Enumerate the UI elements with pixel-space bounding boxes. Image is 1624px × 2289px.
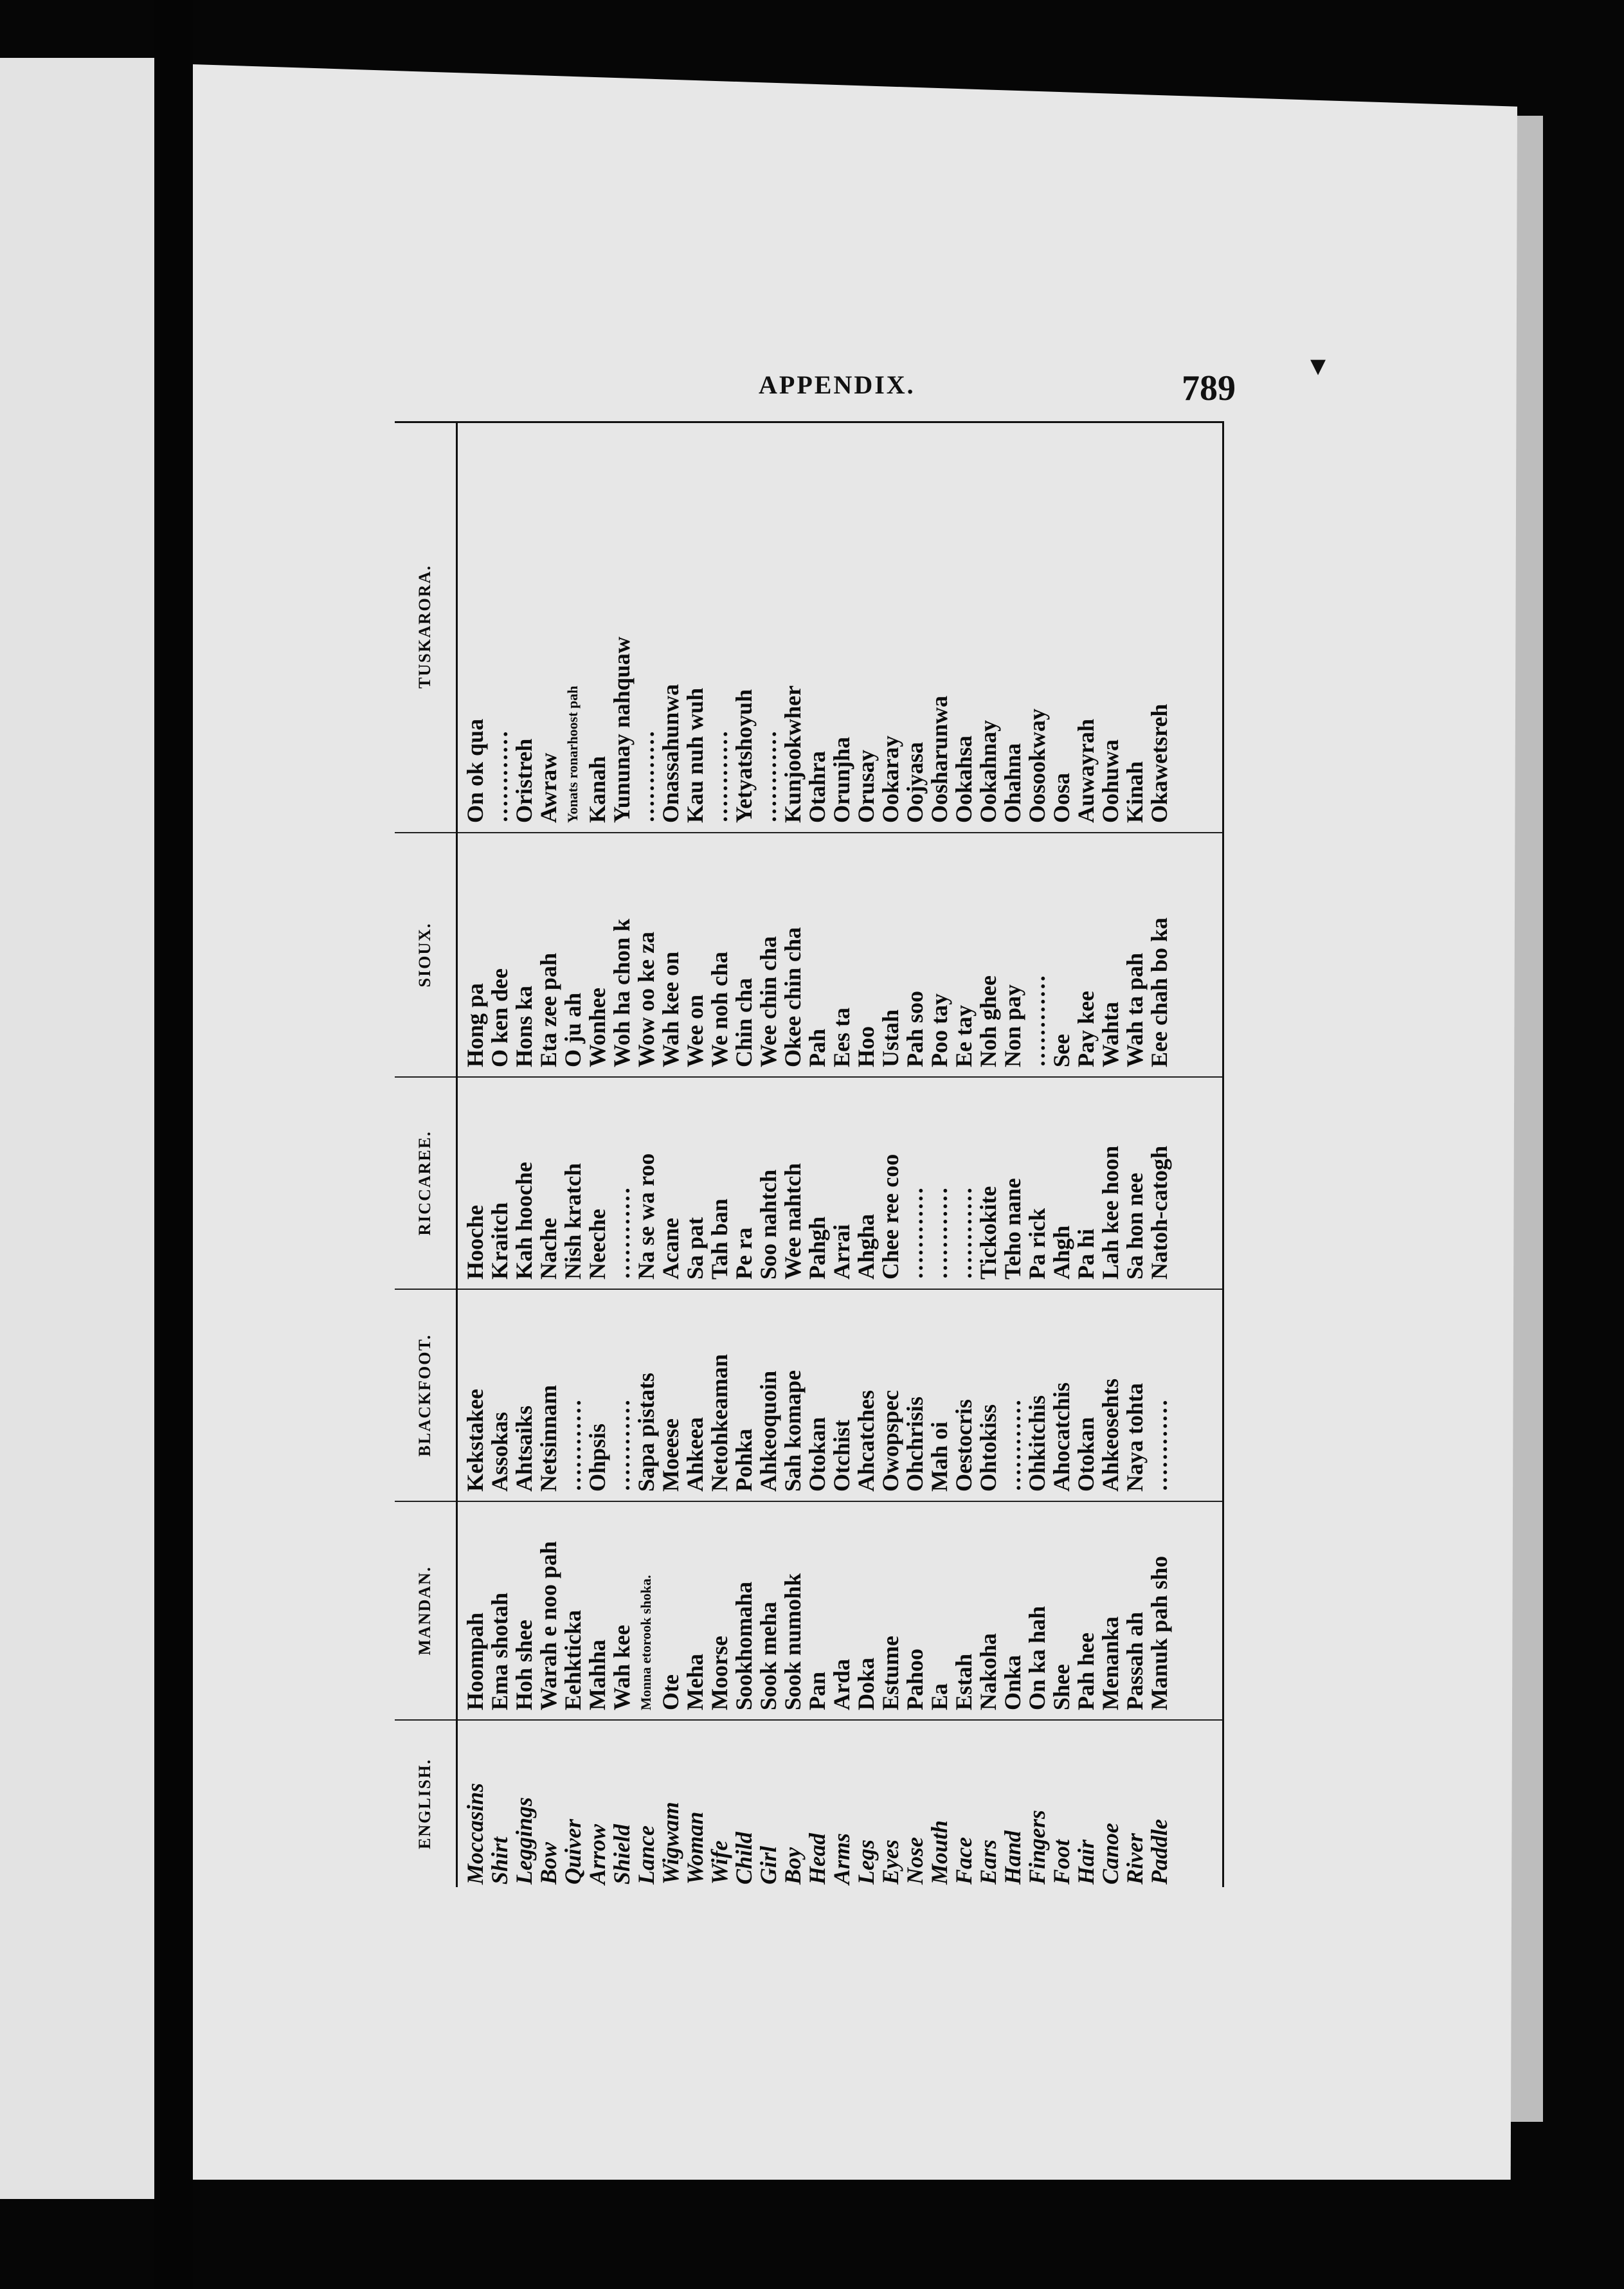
table-entry: ………… [901,1187,928,1280]
table-entry: Auwayrah [1072,718,1099,823]
table-entry: Sook meha [755,1601,781,1710]
table-entry: Ustah [877,1009,903,1067]
table-entry: Acane [657,1218,683,1280]
table-entry: Manuk pah sho [1146,1555,1172,1710]
table-entry: Arms [828,1832,854,1885]
table-entry: Mouth [926,1820,952,1885]
tuskarora-column-cell [456,421,1224,833]
table-entry: ………… [608,1187,635,1280]
table-entry: Moeese [657,1418,683,1492]
table-entry: Nakoha [975,1633,1001,1710]
table-entry: Wigwam [657,1802,683,1885]
sioux-column-cell [456,833,1224,1077]
column-header-english: ENGLISH. [395,1720,456,1887]
table-entry: Sook numohk [779,1573,806,1710]
table-entry: Girl [755,1845,781,1885]
table-entry: Menanka [1097,1616,1123,1710]
table-entry: Ees ta [828,1008,854,1067]
table-entry: Pa rick [1024,1208,1050,1280]
table-entry: Ookahnay [975,719,1001,823]
english-column-cell [456,1720,1224,1887]
table-entry: Pahoo [901,1648,928,1710]
table-entry: Teho nane [999,1178,1025,1280]
table-entry: Oohuwa [1097,739,1123,823]
table-entry: Pohka [730,1428,757,1492]
table-entry: Eyes [877,1840,903,1885]
table-entry: Meha [681,1654,708,1710]
table-entry: Onka [999,1654,1025,1710]
table-entry: ………… [755,730,781,823]
table-entry: Nache [535,1218,561,1280]
table-entry: Sookhomaha [730,1581,757,1710]
table-entry: Natoh-catogh [1146,1146,1172,1280]
table-entry: Kekstakee [462,1389,488,1492]
table-entry: Ahocatchis [1048,1382,1074,1492]
table-entry: O ju ah [559,992,586,1067]
table-entry: Estah [950,1653,977,1710]
table-entry: Wah kee on [657,951,683,1067]
table-entry: Woman [681,1811,708,1885]
table-entry: Arrow [584,1823,610,1885]
table-entry: Hoh shee [510,1619,537,1710]
table-entry: River [1121,1833,1148,1885]
table-entry: Tickokite [975,1186,1001,1280]
table-entry: Quiver [559,1819,586,1885]
table-entry: Naya tohta [1121,1383,1148,1492]
table-entry: Pah hee [1072,1633,1099,1710]
table-entry: Hoompah [462,1612,488,1710]
table-entry: Pa hi [1072,1228,1099,1280]
table-entry: Assokas [486,1411,512,1492]
column-header-tuskarora: TUSKARORA. [395,421,456,833]
left-page-edge [0,58,154,2199]
table-entry: Fingers [1024,1809,1050,1885]
running-header: APPENDIX. [759,370,916,399]
table-entry: Chee ree coo [877,1154,903,1280]
table-entry: Shee [1048,1664,1074,1710]
table-entry: Ahgh [1048,1225,1074,1280]
table-entry: Netsinnam [535,1384,561,1492]
table-entry: Yonats ronarhoost pah [564,685,581,823]
table-entry: Canoe [1097,1822,1123,1885]
table-entry: Tah ban [706,1199,732,1280]
table-entry: Pay kee [1072,991,1099,1067]
table-entry: Otahra [804,751,830,823]
table-entry: Soo nahtch [755,1169,781,1280]
table-entry: Eee chah bo ka [1146,917,1172,1067]
table-entry: Arda [828,1659,854,1710]
table-entry: ………… [999,1399,1025,1492]
table-entry: Shirt [486,1836,512,1885]
table-entry: Moorse [706,1636,732,1710]
table-entry: Ears [975,1839,1001,1885]
table-bottom-rule [1222,421,1224,1887]
table-entry: Ee tay [950,1005,977,1067]
table-entry: Orusay [853,749,879,823]
table-entry: Oestocris [950,1399,977,1492]
column-header-mandan: MANDAN. [395,1501,456,1720]
table-entry: Doka [853,1657,879,1710]
table-entry: ………… [950,1187,977,1280]
table-entry: Poo tay [926,993,952,1067]
table-entry: Ohkitchis [1024,1395,1050,1492]
table-entry: Otokan [1072,1416,1099,1492]
table-entry: Na se wa roo [633,1153,659,1280]
table-entry: Oosharunwa [926,695,952,823]
table-entry: Otokan [804,1416,830,1492]
table-side-rule [395,421,1224,423]
table-entry: Kau nuh wuh [681,687,708,823]
table-entry: Neeche [584,1209,610,1280]
table-entry: Wonhee [584,987,610,1067]
table-entry: Child [730,1831,757,1885]
table-entry: Ahkeosehts [1097,1378,1123,1492]
table-entry: Mah oi [926,1421,952,1492]
table-entry: O ken dee [486,968,512,1067]
table-entry: Moccasins [462,1782,488,1885]
table-entry: On ok qua [462,718,488,823]
table-entry: Otchist [828,1420,854,1492]
table-entry: Lah kee hoon [1097,1145,1123,1280]
table-entry: Pahgh [804,1216,830,1280]
table-entry: Nose [901,1837,928,1885]
table-entry: Netohkeaman [706,1354,732,1492]
table-entry: Monna etorook shoka. [637,1575,654,1710]
table-entry: Ohchrisis [901,1396,928,1492]
table-entry: See [1048,1034,1074,1067]
table-header-row [395,421,456,1887]
table-entry: Kunjookwher [779,685,806,823]
table-entry: ………… [559,1399,586,1492]
table-entry: Wahta [1097,1001,1123,1067]
table-entry: Yununay nahquaw [608,637,635,823]
ink-mark: ▾ [1310,348,1326,383]
table-entry: Sa hon nee [1121,1172,1148,1280]
table-entry: ………… [633,730,659,823]
table-entry: Ahtsaiks [510,1405,537,1492]
table-entry: ………… [706,730,732,823]
table-entry: Ookahsa [950,735,977,823]
table-entry: Hong pa [462,982,488,1067]
table-entry: Wee on [681,995,708,1067]
table-entry: Ookaray [877,735,903,823]
table-entry: Ahgha [853,1213,879,1280]
table-entry: Awraw [535,752,561,823]
table-entry: Ohahna [999,743,1025,823]
table-entry: Boy [779,1847,806,1885]
table-entry: Owopspec [877,1389,903,1492]
table-entry: Ema shotah [486,1592,512,1710]
table-entry: Eehkticka [559,1609,586,1710]
table-entry: Ote [657,1674,683,1710]
table-entry: Shield [608,1823,635,1885]
table-entry: Estume [877,1636,903,1710]
table-entry: Foot [1048,1839,1074,1885]
table-entry: Head [804,1833,830,1885]
rotated-vocabulary-table [395,421,1224,1887]
table-entry: Ahcatches [853,1390,879,1492]
table-entry: ………… [486,730,512,823]
table-entry: ………… [1024,975,1050,1067]
table-entry: Hair [1072,1839,1099,1885]
table-entry: Oosa [1048,772,1074,823]
column-header-sioux: SIOUX. [395,833,456,1077]
table-entry: Sa pat [681,1217,708,1280]
riccaree-column-cell [456,1077,1224,1289]
vocabulary-table [395,421,1224,1887]
table-entry: ………… [608,1399,635,1492]
table-entry: Legs [853,1840,879,1885]
table-entry: Okawetsreh [1146,703,1172,823]
table-entry: Kraitch [486,1202,512,1280]
table-entry: Sapa pistats [633,1372,659,1492]
table-entry: Sah komape [779,1370,806,1492]
table-entry: Pan [804,1671,830,1710]
table-entry: Hand [999,1830,1025,1885]
table-entry: Wah kee [608,1624,635,1710]
table-entry: ………… [926,1187,952,1280]
table-entry: Oosookway [1024,708,1050,823]
table-entry: Bow [535,1841,561,1885]
table-entry: Pah [804,1028,830,1067]
table-entry: Ohtokiss [975,1404,1001,1492]
table-entry: Wee chin cha [755,936,781,1067]
table-entry: Hoo [853,1026,879,1067]
mandan-column-cell [456,1501,1224,1720]
table-entry: Kinah [1121,761,1148,823]
table-entry: Noh ghee [975,975,1001,1067]
table-entry: Ahkeea [681,1417,708,1492]
table-entry: Arrai [828,1224,854,1280]
page-number: 789 [1182,368,1236,408]
table-entry: Lance [633,1825,659,1885]
table-entry: On ka hah [1024,1606,1050,1710]
table-entry: Pah soo [901,990,928,1067]
table-entry: Wee nahtch [779,1163,806,1280]
table-entry: Orunjha [828,736,854,823]
table-entry: We noh cha [706,951,732,1067]
table-entry: Kah hooche [510,1161,537,1280]
book-gutter [154,0,193,2289]
table-entry: Kanah [584,755,610,823]
table-body-row [456,421,1224,1887]
table-entry: Nish kratch [559,1163,586,1280]
table-entry: ………… [1146,1399,1172,1492]
table-entry: Eta zee pah [535,953,561,1067]
table-entry: Woh ha chon k [608,918,635,1067]
table-entry: Ea [926,1683,952,1710]
column-header-riccaree: RICCAREE. [395,1077,456,1289]
table-entry: Chin cha [730,977,757,1067]
table-entry: Oristreh [510,738,537,823]
table-entry: Ahkeoquoin [755,1370,781,1492]
table-entry: Hons ka [510,985,537,1067]
table-entry: Mahha [584,1639,610,1710]
table-entry: Wah ta pah [1121,952,1148,1067]
column-header-blackfoot: BLACKFOOT. [395,1289,456,1501]
table-entry: Face [950,1837,977,1885]
table-entry: Onassahunwa [657,683,683,823]
table-entry: Paddle [1146,1819,1172,1885]
table-entry: Okee chin cha [779,927,806,1067]
table-entry: Wife [706,1840,732,1885]
table-entry: Wow oo ke za [633,932,659,1067]
table-entry: Non pay [999,984,1025,1067]
table-entry: Warah e noo pah [535,1541,561,1710]
table-entry: Oojyasa [901,742,928,823]
table-entry: Passah ah [1121,1611,1148,1710]
table-entry: Hooche [462,1205,488,1280]
table-entry: Leggings [510,1796,537,1885]
table-entry: Yetyatshoyuh [730,689,757,823]
blackfoot-column-cell [456,1289,1224,1501]
table-entry: Pe ra [730,1227,757,1280]
table-entry: Ohpsis [584,1423,610,1492]
